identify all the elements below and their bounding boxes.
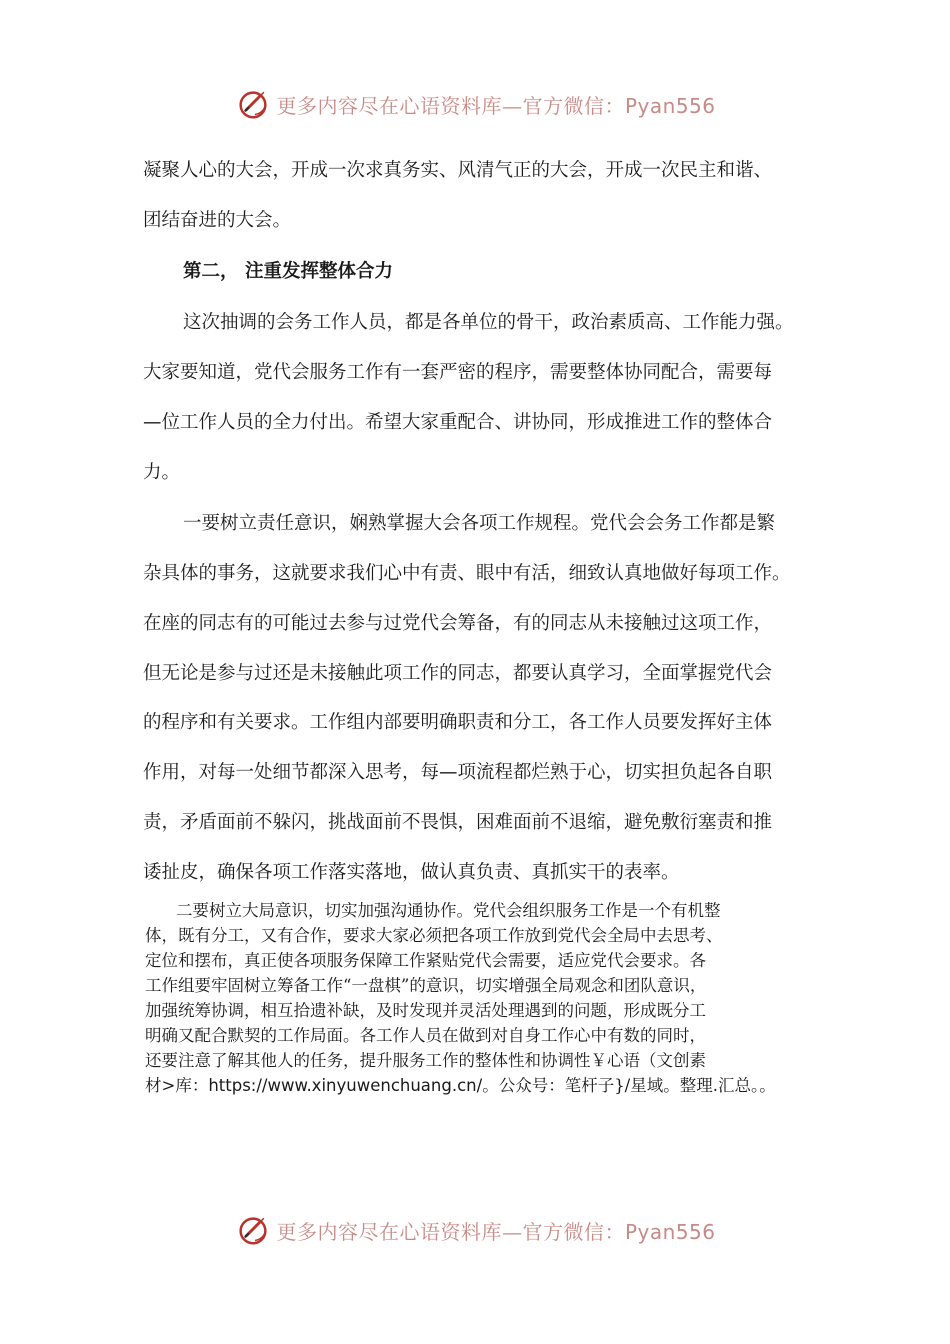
serif-line: 定位和摆布，真正使各项服务保障工作紧贴党代会需要，适应党代会要求。各 bbox=[145, 951, 706, 970]
body-line: 杂具体的事务，这就要求我们心中有责、眼中有活，细致认真地做好每项工作。 bbox=[143, 563, 791, 584]
body-line: 作用，对每一处细节都深入思考，每—项流程都烂熟于心，切实担负起各自职 bbox=[143, 762, 773, 783]
banner-text: 更多内容尽在心语资料库—官方微信：Pyan556 bbox=[276, 1219, 716, 1244]
serif-line: 加强统筹协调，相互拾遗补缺，及时发现并灵活处理遇到的问题，形成既分工 bbox=[145, 1001, 706, 1020]
serif-line: 还要注意了解其他人的任务，提升服务工作的整体性和协调性￥心语（文创素 bbox=[145, 1051, 706, 1070]
body-line: 团结奋进的大会。 bbox=[143, 210, 292, 231]
serif-line: 工作组要牢固树立筹备工作“一盘棋”的意识，切实增强全局观念和团队意识， bbox=[145, 976, 707, 995]
body-line: 责，矛盾面前不躲闪，挑战面前不畏惧，困难面前不退缩，避免敷衍塞责和推 bbox=[143, 812, 773, 833]
body-line: 一要树立责任意识，娴熟掌握大会各项工作规程。党代会会务工作都是繁 bbox=[183, 513, 776, 534]
section-heading: 第二， 注重发挥整体合力 bbox=[183, 261, 393, 282]
body-line: 这次抽调的会务工作人员，都是各单位的骨干，政治素质高、工作能力强。 bbox=[183, 312, 794, 333]
body-line: 但无论是参与过还是未接触此项工作的同志，都要认真学习，全面掌握党代会 bbox=[143, 663, 773, 684]
serif-line: 体，既有分工，又有合作，要求大家必须把各项工作放到党代会全局中去思考、 bbox=[145, 926, 723, 945]
body-line: 诿扯皮，确保各项工作落实落地，做认真负责、真抓实干的表率。 bbox=[143, 862, 680, 883]
header-banner bbox=[0, 82, 950, 126]
body-line: 凝聚人心的大会，开成一次求真务实、风清气正的大会，开成一次民主和谐、 bbox=[143, 160, 773, 181]
serif-line-last: 材>库：https://www.xinyuwenchuang.cn/。公众号：笔杆子}/星域。整理.汇总。。 bbox=[145, 1076, 776, 1095]
website-link[interactable]: https://www.xinyuwenchuang.cn/ bbox=[208, 1076, 483, 1095]
footer-banner bbox=[0, 1208, 950, 1252]
banner-text: 更多内容尽在心语资料库—官方微信：Pyan556 bbox=[276, 93, 716, 118]
xinyu-logo-icon bbox=[234, 1211, 272, 1249]
body-line: —位工作人员的全力付出。希望大家重配合、讲协同，形成推进工作的整体合 bbox=[143, 412, 773, 433]
body-line: 力。 bbox=[143, 462, 181, 483]
body-line: 在座的同志有的可能过去参与过党代会筹备，有的同志从未接触过这项工作， bbox=[143, 613, 773, 634]
body-line: 大家要知道，党代会服务工作有一套严密的程序，需要整体协同配合，需要每 bbox=[143, 362, 773, 383]
xinyu-logo-icon bbox=[234, 85, 272, 123]
body-line: 的程序和有关要求。工作组内部要明确职责和分工，各工作人员要发挥好主体 bbox=[143, 712, 773, 733]
serif-line: 二要树立大局意识，切实加强沟通协作。党代会组织服务工作是一个有机整 bbox=[176, 901, 721, 920]
serif-line: 明确又配合默契的工作局面。各工作人员在做到对自身工作心中有数的同时， bbox=[145, 1026, 706, 1045]
